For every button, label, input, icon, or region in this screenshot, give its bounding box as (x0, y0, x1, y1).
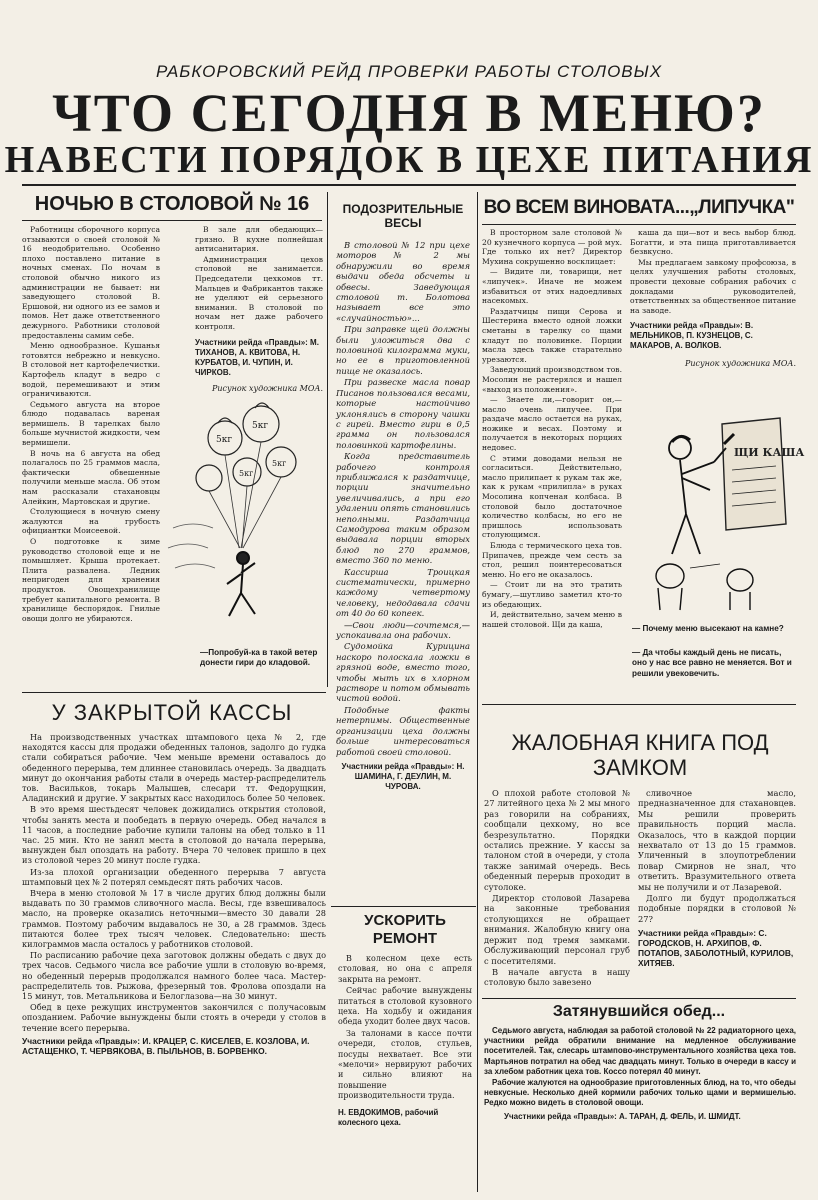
banner-headline: ЧТО СЕГОДНЯ В МЕНЮ? (52, 83, 766, 143)
lipuchka-paragraph: Раздатчицы пищи Серова и Шестерина вместо одной ложки сметаны в тарелку со щами кладут по половинке. Порции масла здесь также старательно урезаются. (482, 306, 622, 364)
repair-title: УСКОРИТЬ РЕМОНТ (364, 912, 446, 947)
lipuchka-title-rule (482, 224, 796, 225)
lipuchka-paragraph: Мы предлагаем завкому профсоюза, в целях улучшения работы столовых, провести цеховые собрания рабочих с докладами руководителей, ответственных за общественное питание на заводе. (630, 257, 796, 315)
night-title-rule (22, 220, 322, 221)
lunch-title: Затянувшийся обед... (552, 1003, 726, 1020)
cashier-top-rule (22, 692, 326, 693)
cashier-paragraph: В это время шестьдесят человек дожидались открытия столовой, чтобы занять места и пообедать в первую очередь. Обед начался в 11 часов, а последние рабочие купили талоны на обед только в 11 час. 25 мин. Кто не занял места в столовой до начала перерыва, вынужден был опоздать на работу. Вчера 70 человек пришло в цех из столовой через 20 минут после гудка. (22, 804, 326, 866)
night-paragraph: Администрация цехов столовой не занимается. Председатели цехкомов тт. Мальцев и Фабрикантов также не уделяют ей серьезного внимания. В столовой по ночам нет даже рабочего контроля. (195, 254, 323, 331)
stone-menu-cartoon (630, 404, 805, 614)
night-paragraph: Меню однообразное. Кушанья готовятся небрежно и невкусно. В столовой нет картофелечистки. Картофель кладут в ведро с водой, перемешивают и этим ограничиваются. (22, 341, 160, 399)
scales-title: ПОДОЗРИТЕЛЬНЫЕ ВЕСЫ (342, 202, 464, 230)
lipuchka-artist-credit: Рисунок художника МОА. (684, 359, 796, 369)
lunch-top-rule (482, 998, 796, 999)
lipuchka-signature: Участники рейда «Правды»: В. МЕЛЬНИКОВ, П. КУЗНЕЦОВ, С. МАКАРОВ, А. ВОЛКОВ. (630, 321, 754, 351)
scales-signature: Участники рейда «Правды»: Н. ШАМИНА, Г. ДЕУЛИН, М. ЧУРОВА. (341, 761, 465, 791)
scales-paragraph: При заправке щей должны были уложиться два с половиной килограмма муки, но ее в приготовленной пище не оказалось. (336, 324, 470, 376)
lipuchka-answer: — Да чтобы каждый день не писать, оно у нас все равно не меняется. Вот и решили увековечить. (632, 648, 792, 678)
banner-rule (22, 184, 796, 186)
cashier-paragraph: По расписанию рабочие цеха заготовок должны обедать с двух до трех часов. Седьмого числа все рабочие ушли в столовую во-время, но обеденный перерыв продолжался намного более часа. Мастер-распределитель тов. Рыжова, фрезерный тов. Фролова опоздали на 15 минут, тов. Метальникова и Белоглазова—на 30 минут. (22, 950, 326, 1002)
scales-vertical-rule (477, 192, 478, 1192)
lipuchka-paragraph: — Знаете ли,—говорит он,— масло очень липучее. При раздаче масло остается на руках, ножике и весах. Поэтому и получается в некоторых порциях недовес. (482, 395, 622, 453)
wind-lines (168, 524, 215, 568)
cashier-title: У ЗАКРЫТОЙ КАССЫ (51, 700, 293, 725)
repair-paragraph: В колесном цехе есть столовая, но она с апреля закрыта на ремонт. (338, 954, 472, 984)
lipuchka-paragraph: Заведующий производством тов. Мосолин не растерялся и нашел «выход из положения». (482, 365, 622, 394)
cashier-paragraph: Вчера в меню столовой № 17 в числе других блюд должны были выдавать по 30 граммов сливочного масла. Весы, где взвешивалось масло, на проверке оказались неточными—вместо 30 давали 28 граммов. Поэтому рабочим выдавалось не 30, а 28 граммов. Здесь питаются более трех тысяч человек. Следовательно: шесть килограммов масла осталось у работников столовой. (22, 888, 326, 950)
scales-box-rule (331, 906, 476, 907)
scales-paragraph: При развеске масла повар Писанов пользовался весами, которые настойчиво уклонялись в сторону чашки с гирей. Вместо гири в 0,5 грамма он пользовался половинкой картофелины. (336, 377, 470, 450)
complaints-paragraph: О плохой работе столовой № 27 литейного цеха № 2 мы много раз говорили на собраниях, сообщали цехкому, но все безрезультатно. Порядки остались прежние. У кассы за талоном стой в очереди, у стола также занимай очередь. Весь обеденный перерыв проходит в сутолоке. (484, 788, 630, 892)
night-cartoon-caption: —Попробуй-ка в такой ветер донести гири до кладовой. (200, 648, 318, 668)
repair-column (338, 954, 472, 1189)
lipuchka-paragraph: И, действительно, зачем меню в нашей столовой. Щи да каша, (482, 610, 622, 629)
complaints-column-1 (484, 788, 630, 988)
scales-paragraph: Когда представитель рабочего контроля приближался к раздатчице, порции значительно увеличивались, а при его удалении опять становились неполными. Раздатчица Самодурова таким образом выдавала порции вторых блюд по 270 граммов, вместо 360 по меню. (336, 451, 470, 566)
lipuchka-paragraph: В просторном зале столовой № 20 кузнечного корпуса — рой мух. Где только их нет? Директор Мухина сокрушенно восклицает: (482, 228, 622, 266)
cashier-paragraph: Из-за плохой организации обеденного перерыва 7 августа штамповый цех № 2 потерял семьдесят пять рабочих часов. (22, 866, 326, 887)
lunch-signature: Участники рейда «Правды»: А. ТАРАН, Д. ФЕЛЬ, И. ШМИДТ. (504, 1111, 741, 1121)
repair-signature: Н. ЕВДОКИМОВ, рабочий колесного цеха. (338, 1107, 439, 1127)
lunch-paragraph: Седьмого августа, наблюдая за работой столовой № 22 радиаторного цеха, участники рейда обратили внимание на медленное обслуживание посетителей. Так, слесарь штампово-инструментального хозяйства цеха тов. Мартьянов потратил на обед час двадцать минут. Только в очереди в кассу и за хлебом работник цеха тов. Коссо потерял 40 минут. (484, 1026, 796, 1076)
night-artist-credit: Рисунок художника МОА. (211, 383, 323, 393)
svg-text:5кг: 5кг (239, 469, 254, 478)
svg-text:5кг: 5кг (216, 435, 233, 445)
night-paragraph: В зале для обедающих—грязно. В кухне полнейшая антисанитария. (195, 225, 323, 254)
complaints-paragraph: сливочное масло, предназначенное для стахановцев. Мы решили проверить правильность порций масла. Оказалось, что в каждой порции нехватало от 13 до 15 граммов. Уличенный в злоупотреблении повар Смирнов не знал, что ответить. Вразумительного ответа мы не получили и от Лазаревой. (638, 788, 796, 892)
night-column-1 (22, 225, 160, 683)
cashier-paragraph: Обед в цехе режущих инструментов закончился с получасовым опозданием. Рабочие вынуждены были стоять в очереди у столов в течение всего перерыва. (22, 1002, 326, 1033)
lipuchka-column-2 (630, 228, 796, 398)
tablet-text: ЩИ КАША (734, 446, 805, 459)
lipuchka-question: — Почему меню высекают на камне? (632, 624, 784, 633)
cashier-column (22, 732, 326, 1192)
lipuchka-paragraph: каша да щи—вот и весь выбор блюд. Богатти, и эта пища приготавливается безвкусно. (630, 228, 796, 257)
night-paragraph: Работницы сборочного корпуса отзываются о своей столовой № 16 неодобрительно. Особенно плохо поставлено питание в ночных сменах. По ночам в столовой обычно никого из администрации не бывает: ни заведующего столовой В. Ершовой, ни одного из ее замов и помов. Нет даже ответственного дежурного. Работники столовой предоставлены самим себе. (22, 225, 160, 340)
night-vertical-rule (327, 192, 328, 687)
lipuchka-paragraph: С этими доводами нельзя не согласиться. Действительно, масло прилипает к рукам так же, как к рукам «прилипла» в руках Мосолина копченая колбаса. В столовой было достаточное количество колбасы, но его не пришлось использовать столующимся. (482, 453, 622, 540)
scales-paragraph: Судомойка Курицина наскоро полоскала ложки в грязной воде, вместо того, чтобы мыть их в хлорном растворе и потом обмывать чистой водой. (336, 641, 470, 704)
night-title: НОЧЬЮ В СТОЛОВОЙ № 16 (34, 193, 310, 215)
diners-figures-icon (656, 564, 753, 610)
night-paragraph: О подготовке к зиме руководство столовой еще и не помышляет. Крыша протекает. Плита развалена. Ледник непригоден для хранения продуктов. Овощехранилище требует капитального ремонта. В хранилище беспорядок. Гнилые овощи долго не убираются. (22, 537, 160, 623)
repair-paragraph: За талонами в кассе почти очереди, столов, стульев, посуды нехватает. Все эти «мелочи» нервируют рабочих и сильно влияют на повышение производительности труда. (338, 1028, 472, 1101)
lipuchka-column-1 (482, 228, 622, 700)
lunch-column (484, 1026, 796, 1192)
scales-paragraph: В столовой № 12 при цехе моторов № 2 мы обнаружили во время выдачи обеда обсчеты и обвесы. Заведующая столовой т. Болотова называет все это «случайностью»... (336, 240, 470, 323)
balloon-weights-cartoon (163, 388, 323, 643)
banner-kicker: РАБКОРОВСКИЙ РЕЙД ПРОВЕРКИ РАБОТЫ СТОЛОВЫХ (155, 62, 663, 81)
lipuchka-paragraph: — Видите ли, товарищи, нет «липучек». Иначе не можем избавиться от этих надоедливых насекомых. (482, 267, 622, 306)
lipuchka-title: ВО ВСЕМ ВИНОВАТА...„ЛИПУЧКА" (483, 197, 795, 218)
complaints-paragraph: В начале августа в нашу столовую было завезено (484, 966, 630, 988)
complaints-paragraph: Директор столовой Лазарева на законные требования столующихся не обращает внимания. Жалобную книгу она держит под тремя замками. Обслуживающий персонал груб с посетителями. (484, 893, 630, 966)
night-paragraph: Седьмого августа на второе блюдо подавалась вареная вермишель. В тарелках было больше мучнистой жидкости, чем вермишели. (22, 399, 160, 448)
lipuchka-paragraph: — Стоит ли на это тратить бумагу,—шутливо заметил кто-то из обедающих. (482, 580, 622, 609)
repair-paragraph: Сейчас рабочие вынуждены питаться в столовой кузовного цеха. На ходьбу и ожидания обеда уходит более двух часов. (338, 986, 472, 1027)
banner-subheadline: НАВЕСТИ ПОРЯДОК В ЦЕХЕ ПИТАНИЯ (4, 139, 814, 181)
lunch-paragraph: Рабочие жалуются на однообразие приготовленных блюд, на то, что обеды невкусные. Несколько дней кормили рабочих только щами и вермишелью. Редко можно видеть в столовой овощи. (484, 1078, 797, 1108)
cashier-paragraph: На производственных участках штампового цеха № 2, где находятся кассы для продажи обеденных талонов, задолго до гудка стали собираться рабочие. Чем меньше времени оставалось до обеденного перерыва, тем длиннее становилась очередь. За двадцать минут до окончания работы стали в очередь мастер-распределитель тов. Васильков, токарь Малышев, слесари тт. Федорущкин, Аладинский и другие. У закрытых касс находилось более 50 человек. (22, 732, 326, 804)
scales-paragraph: Подобные факты нетерпимы. Общественные организации цеха должны больше интересоваться работой своей столовой. (336, 704, 470, 757)
complaints-signature: Участники рейда «Правды»: С. ГОРОДСКОВ, Н. АРХИПОВ, Ф. ПОТАПОВ, ЗАБОЛОТНЫЙ, КУРИЛОВ, ХИТЯЕВ. (638, 928, 794, 969)
svg-text:5кг: 5кг (252, 421, 269, 431)
complaints-paragraph: Долго ли будут продолжаться подобные порядки в столовой № 27? (638, 893, 796, 924)
night-column-2 (195, 225, 323, 393)
complaints-title: ЖАЛОБНАЯ КНИГА ПОД ЗАМКОМ (511, 730, 769, 780)
scales-paragraph: —Свои люди—сочтемся,—успокаивала она рабочих. (336, 619, 470, 641)
night-paragraph: В ночь на 6 августа на обед полагалось по 25 граммов масла, фактически обвешенные получили меньше масла. Об этом нам рассказали стахановцы Алейкин, Мартовская и другие. (22, 448, 160, 506)
cashier-signature: Участники рейда «Правды»: И. КРАЦЕР, С. КИСЕЛЕВ, Е. КОЗЛОВА, И. АСТАЩЕНКО, Т. ЧЕРВЯКОВА, В. ПЫЛЬНОВ, В. БОРВЕНКО. (22, 1035, 310, 1056)
night-paragraph: Столующиеся в ночную смену жалуются на грубость официантки Моисеевой. (22, 507, 160, 536)
scales-column (336, 240, 470, 905)
svg-text:5кг: 5кг (272, 459, 287, 468)
scales-paragraph: Кассирша Троицкая систематически, примерно каждому четвертому человеку, недодавала сдачи от 40 до 60 копеек. (336, 566, 470, 619)
lipuchka-bottom-rule (482, 704, 796, 705)
lipuchka-paragraph: Блюда с термического цеха тов. Припачев, прежде чем сесть за стол, решил поинтересоваться меню. Но его не оказалось. (482, 541, 622, 579)
night-signature: Участники рейда «Правды»: М. ТИХАНОВ, А. КВИТОВА, Н. КУРБАТОВ, И. ЧУПИН, И. ЧИРКОВ. (195, 337, 319, 377)
complaints-column-2 (638, 788, 796, 994)
flying-man-icon (227, 552, 255, 616)
